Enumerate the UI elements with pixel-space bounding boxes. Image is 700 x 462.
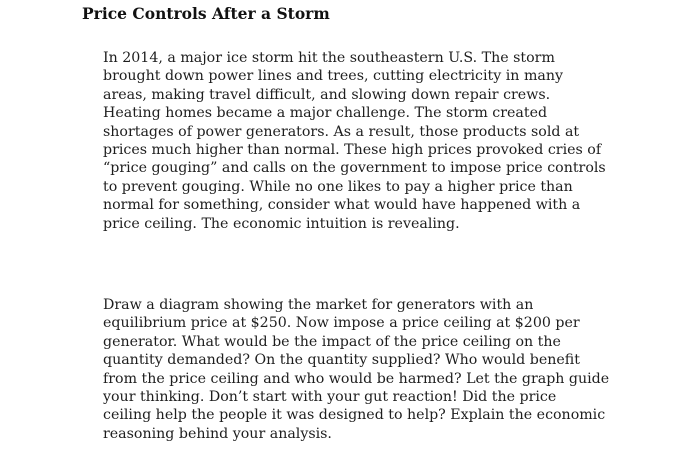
paragraph-line: shortages of power generators. As a result, those products sold at	[103, 123, 580, 140]
paragraph-line: price ceiling. The economic intuition is revealing.	[103, 215, 460, 232]
paragraph-line: quantity demanded? On the quantity supplied? Who would benefit	[103, 352, 580, 369]
paragraph-line: reasoning behind your analysis.	[103, 425, 332, 442]
paragraph-line: equilibrium price at $250. Now impose a price ceiling at $200 per	[103, 315, 580, 332]
paragraph-line: prices much higher than normal. These high prices provoked cries of	[103, 142, 602, 159]
paragraph-line: “price gouging” and calls on the government to impose price controls	[103, 160, 606, 177]
paragraph-line: normal for something, consider what would have happened with a	[103, 197, 581, 214]
paragraph-line: ceiling help the people it was designed to help? Explain the economic	[103, 407, 606, 424]
paragraph-line: areas, making travel difficult, and slowing down repair crews.	[103, 86, 551, 103]
intro-paragraph	[103, 49, 606, 233]
paragraph-line: generator. What would be the impact of the price ceiling on the	[103, 333, 561, 350]
paragraph-line: Draw a diagram showing the market for generators with an	[103, 297, 534, 313]
paragraph-line: to prevent gouging. While no one likes to pay a higher price than	[103, 178, 573, 195]
document-title: Price Controls After a Storm	[82, 4, 330, 23]
paragraph-line: brought down power lines and trees, cutting electricity in many	[103, 68, 564, 85]
paragraph-line: your thinking. Don’t start with your gut reaction! Did the price	[103, 389, 557, 406]
paragraph-line: from the price ceiling and who would be harmed? Let the graph guide	[103, 370, 610, 387]
paragraph-line: In 2014, a major ice storm hit the southeastern U.S. The storm	[103, 50, 555, 66]
question-paragraph	[103, 296, 609, 443]
paragraph-line: Heating homes became a major challenge. The storm created	[103, 105, 548, 122]
